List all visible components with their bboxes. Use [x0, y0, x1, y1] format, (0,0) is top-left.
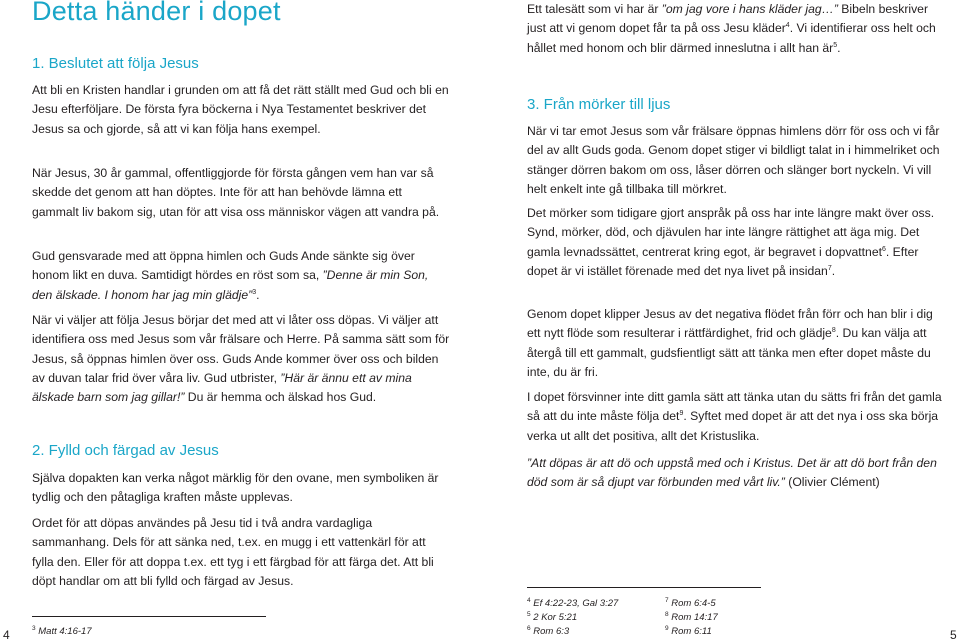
left-paragraph-3: Gud gensvarade med att öppna himlen och Guds Ande sänkte sig över honom likt en duva. Samtidigt hördes en röst som sa, ”Denne är min Son, den älskade. I honom har jag min glädje”$^3$. — [32, 249, 429, 302]
footnote-ref: 9 — [679, 410, 684, 418]
quote-text: ”Denne är min Son, den älskade. I honom har jag min glädje” — [32, 268, 429, 302]
footnote-3: $^3$ Matt 4:16-17 — [32, 624, 92, 637]
footnote-6: $^6$ Rom 6:3 — [527, 624, 570, 637]
page-title: Detta händer i dopet — [32, 0, 281, 26]
right-paragraph-6: ”Att döpas är att dö och uppstå med och i Kristus. Det är att dö bort från den död som är så djupt var förbunden med vårt liv.” (Olivier Clément) — [527, 456, 937, 490]
quote-text: ”Här är ännu ett av mina älskade barn som jag gillar!” — [32, 370, 412, 405]
footnote-ref: 4 — [785, 22, 790, 30]
section-heading-3: 3. Från mörker till ljus — [527, 96, 671, 113]
section-heading-1: 1. Beslutet att följa Jesus — [32, 55, 199, 72]
section-heading-2: 2. Fylld och färgad av Jesus — [32, 442, 219, 459]
left-paragraph-5: Själva dopakten kan verka något märklig för den ovane, men symboliken är tydlig och den påtagliga kraften måste upplevas. — [32, 471, 439, 505]
footnote-9: $^9$ Rom 6:11 — [665, 624, 712, 637]
footnote-8: $^8$ Rom 14:17 — [665, 610, 718, 623]
right-paragraph-2: När vi tar emot Jesus som vår frälsare öppnas himlens dörr för oss och vi får del av allt Guds goda. Genom dopet stiger vi bildligt talat in i himmelriket och stänger dörren bakom om oss, låser dörren och slänger bort nyckeln. Vi vill helt enkelt inte gå tillbaka till mörkret. — [527, 124, 940, 196]
footnote-ref: 6 — [882, 245, 886, 253]
footnote-ref: 3 — [252, 288, 257, 296]
footnote-7: $^7$ Rom 6:4-5 — [665, 596, 716, 609]
quote-text: ”om jag vore i hans kläder jag…” — [661, 2, 838, 16]
footnote-divider — [527, 587, 761, 588]
left-paragraph-6: Ordet för att döpas användes på Jesu tid i två andra vardagliga sammanhang. Dels för att sänka ned, t.ex. en mugg i ett vattenkärl för att fylla den. Eller för att doppa t.ex. ett tyg i ett färgbad för att färga det. Att bli döpt handlar om att bli fylld och färgad av Jesus. — [32, 516, 434, 588]
left-paragraph-2: När Jesus, 30 år gammal, offentliggjorde för första gången vem han var så skedde det genom att han döptes. Inte för att han behövde lämna ett gammalt liv bakom sig, utan för att visa oss människor vägen att vandra på. — [32, 166, 440, 219]
quote-text: ”Att döpas är att dö och uppstå med och i Kristus. Det är att dö bort från den död som är så djupt var förbunden med vårt liv.” — [527, 456, 937, 490]
footnote-4: $^4$ Ef 4:22-23, Gal 3:27 — [527, 596, 619, 609]
footnote-ref: 7 — [827, 264, 832, 272]
footnote-divider — [32, 616, 266, 617]
right-paragraph-5: I dopet försvinner inte ditt gamla sätt att tänka utan du sätts fri från det gamla så att du inte måste följa $\det^9$. Syftet med dopet är att det nya i oss ska börja verka ut allt det positiva, allt det Kristuslika. — [527, 390, 942, 443]
right-paragraph-1: Ett talesätt som vi har är ”om jag vore i hans kläder jag…” Bibeln beskriver just att vi genom dopet får ta på oss Jesu kläder$^4$. Vi identifierar oss helt och hållet med honom och blir därmed inneslutna i allt han $är^5$. — [527, 2, 936, 55]
footnote-ref: 5 — [833, 41, 838, 49]
left-paragraph-1: Att bli en Kristen handlar i grunden om att få det rätt ställt med Gud och bli en Jesu efterföljare. De första fyra böckerna i Nya Testamentet beskriver det Jesus sa och gjorde, så att vi kan följa hans exempel. — [32, 83, 449, 136]
footnote-5: $^5$ 2 Kor 5:21 — [527, 610, 578, 623]
footnote-ref: 8 — [831, 327, 836, 335]
left-paragraph-4: När vi väljer att följa Jesus börjar det med att vi låter oss döpas. Vi väljer att identifiera oss med Jesus som vår frälsare och Herre. På samma sätt som för Jesus, så öppnas himlen över oss. Guds Ande kommer över oss och bilden av duvan talar frid över våra liv. Gud utbrister, ”Här är ännu ett av mina älskade barn som jag gillar!” Du är hemma och älskad hos Gud. — [32, 313, 450, 405]
right-paragraph-3: Det mörker som tidigare gjort anspråk på oss har inte längre makt över oss. Synd, mörker, död, och djävulen har inte längre rättighet att äga mig. Det gamla levnadssättet, centrerat kring egot, är begravet i dopvattnet$^6$. Efter dopet är vi istället förenade med det nya livet på insidan$^7$. — [527, 206, 935, 278]
right-paragraph-4: Genom dopet klipper Jesus av det negativa flödet från förr och han blir i dig ett nytt flöde som resulterar i rättfärdighet, frid och glädje$^8$. Du kan välja att återgå till ett gammalt, gudsfientligt sätt att tänka men efter dopet måste du inte, du är fri. — [527, 307, 933, 379]
page-number-left: 4 — [3, 628, 10, 642]
page-number-right: 5 — [950, 628, 957, 642]
